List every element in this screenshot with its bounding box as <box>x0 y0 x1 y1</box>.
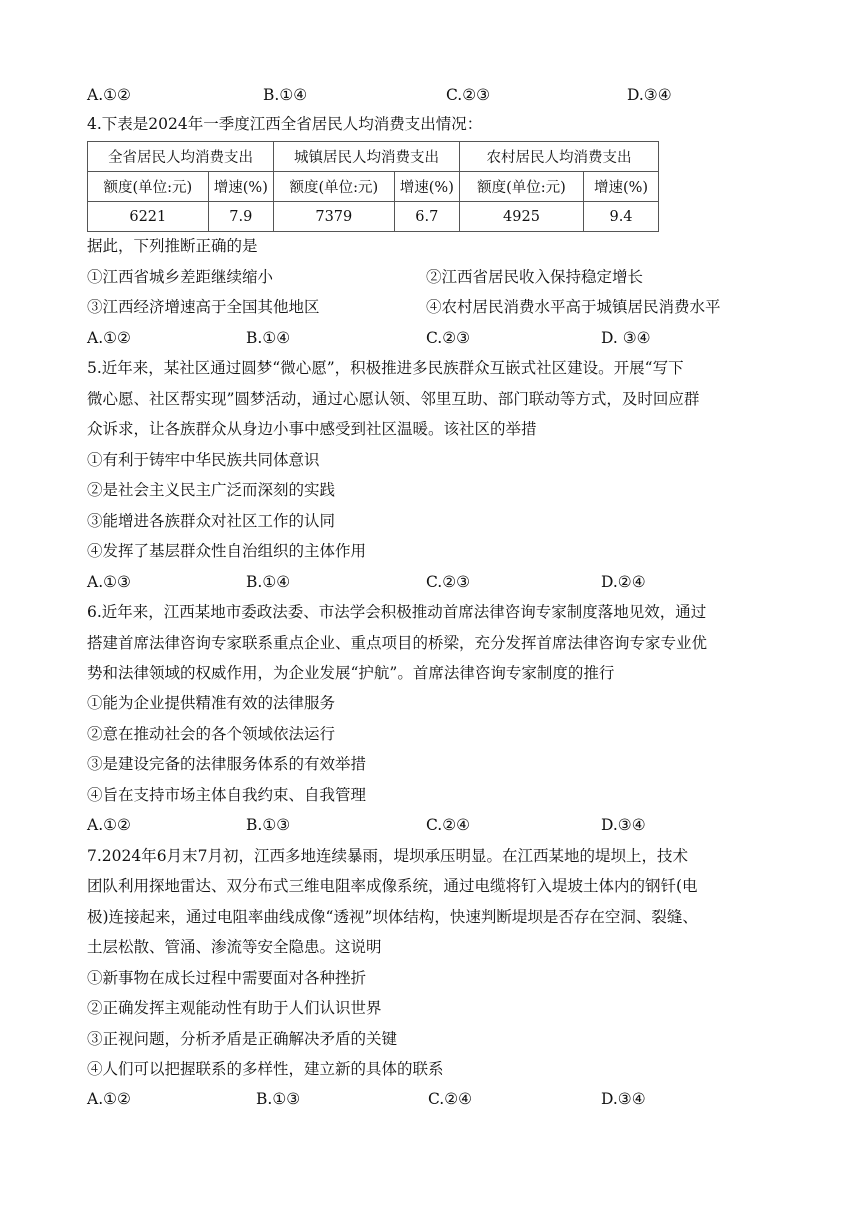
table-cell: 7379 <box>274 202 395 232</box>
option-a[interactable]: A.①② <box>87 1090 131 1108</box>
q5-item-3: ③能增进各族群众对社区工作的认同 <box>87 512 336 530</box>
q5-stem-line-1: 5.近年来，某社区通过圆梦“微心愿”，积极推进多民族群众互嵌式社区建设。开展“写下 <box>87 359 684 377</box>
q7-stem-line-3: 极)连接起来，通过电阻率曲线成像“透视”坝体结构，快速判断堤坝是否存在空洞、裂缝、 <box>87 908 698 926</box>
q4-options <box>87 327 787 349</box>
q6-stem-line-3: 势和法律领域的权威作用，为企业发展“护航”。首席法律咨询专家制度的推行 <box>87 664 615 682</box>
q6-stem-line-2: 搭建首席法律咨询专家联系重点企业、重点项目的桥梁，充分发挥首席法律咨询专家专业优 <box>87 634 708 652</box>
q6-item-2: ②意在推动社会的各个领域依法运行 <box>87 725 336 743</box>
option-b[interactable]: B.①④ <box>263 86 308 104</box>
q6-item-1: ①能为企业提供精准有效的法律服务 <box>87 694 336 712</box>
q4-question: 据此，下列推断正确的是 <box>87 237 258 255</box>
q7-options <box>87 1088 787 1110</box>
option-c[interactable]: C.②③ <box>426 329 471 347</box>
q7-stem-line-1: 7.2024年6月末7月初，江西多地连续暴雨，堤坝承压明显。在江西某地的堤坝上，技术 <box>87 847 688 865</box>
q7-item-3: ③正视问题，分析矛盾是正确解决矛盾的关键 <box>87 1030 398 1048</box>
q5-stem-line-2: 微心愿、社区帮实现”圆梦活动，通过心愿认领、邻里互助、部门联动等方式，及时回应群 <box>87 390 700 408</box>
table-row <box>88 172 659 202</box>
table-header-cell: 全省居民人均消费支出 <box>88 142 274 172</box>
option-d[interactable]: D.③④ <box>601 816 646 834</box>
option-b[interactable]: B.①③ <box>246 816 291 834</box>
q5-item-4: ④发挥了基层群众性自治组织的主体作用 <box>87 542 367 560</box>
option-b[interactable]: B.①④ <box>246 329 291 347</box>
q7-item-4: ④人们可以把握联系的多样性，建立新的具体的联系 <box>87 1060 444 1078</box>
q4-item-3: ③江西经济增速高于全国其他地区 <box>87 298 320 316</box>
q3-options <box>87 84 787 106</box>
option-a[interactable]: A.①③ <box>87 573 131 591</box>
option-c[interactable]: C.②④ <box>426 816 471 834</box>
table-subheader-cell: 增速(%) <box>208 172 273 202</box>
table-row <box>88 142 659 172</box>
table-subheader-cell: 额度(单位:元) <box>460 172 584 202</box>
q4-item-2: ②江西省居民收入保持稳定增长 <box>426 268 644 286</box>
table-cell: 6221 <box>88 202 209 232</box>
q5-options <box>87 571 787 593</box>
q5-item-1: ①有利于铸牢中华民族共同体意识 <box>87 451 320 469</box>
q6-stem-line-1: 6.近年来，江西某地市委政法委、市法学会积极推动首席法律咨询专家制度落地见效，通过 <box>87 603 707 621</box>
table-subheader-cell: 额度(单位:元) <box>274 172 395 202</box>
table-cell: 7.9 <box>208 202 273 232</box>
table-cell: 9.4 <box>584 202 659 232</box>
q5-item-2: ②是社会主义民主广泛而深刻的实践 <box>87 481 336 499</box>
option-a[interactable]: A.①② <box>87 816 131 834</box>
table-header-cell: 农村居民人均消费支出 <box>460 142 659 172</box>
q7-stem-line-4: 土层松散、管涌、渗流等安全隐患。这说明 <box>87 938 382 956</box>
q4-item-1: ①江西省城乡差距继续缩小 <box>87 268 274 286</box>
table-subheader-cell: 增速(%) <box>394 172 459 202</box>
table-cell: 6.7 <box>394 202 459 232</box>
option-c[interactable]: C.②③ <box>446 86 491 104</box>
q5-stem-line-3: 众诉求，让各族群众从身边小事中感受到社区温暖。该社区的举措 <box>87 420 537 438</box>
q7-item-2: ②正确发挥主观能动性有助于人们认识世界 <box>87 999 382 1017</box>
option-b[interactable]: B.①④ <box>246 573 291 591</box>
option-a[interactable]: A.①② <box>87 329 131 347</box>
q7-item-1: ①新事物在成长过程中需要面对各种挫折 <box>87 969 367 987</box>
q4-item-4: ④农村居民消费水平高于城镇居民消费水平 <box>426 298 721 316</box>
option-d[interactable]: D.③④ <box>601 1090 646 1108</box>
q6-options <box>87 814 787 836</box>
option-a[interactable]: A.①② <box>87 86 131 104</box>
table-subheader-cell: 增速(%) <box>584 172 659 202</box>
table-subheader-cell: 额度(单位:元) <box>88 172 209 202</box>
consumption-table <box>87 141 659 232</box>
option-c[interactable]: C.②③ <box>426 573 471 591</box>
q6-item-4: ④旨在支持市场主体自我约束、自我管理 <box>87 786 367 804</box>
option-d[interactable]: D. ③④ <box>601 329 651 347</box>
q4-stem: 4.下表是2024年一季度江西全省居民人均消费支出情况： <box>87 115 483 133</box>
table-cell: 4925 <box>460 202 584 232</box>
option-d[interactable]: D.③④ <box>627 86 672 104</box>
option-c[interactable]: C.②④ <box>428 1090 473 1108</box>
q7-stem-line-2: 团队利用探地雷达、双分布式三维电阻率成像系统，通过电缆将钉入堤坡土体内的钢钎(电 <box>87 877 698 895</box>
option-b[interactable]: B.①③ <box>256 1090 301 1108</box>
q6-item-3: ③是建设完备的法律服务体系的有效举措 <box>87 755 367 773</box>
table-header-cell: 城镇居民人均消费支出 <box>274 142 460 172</box>
option-d[interactable]: D.②④ <box>601 573 646 591</box>
table-row <box>88 202 659 232</box>
